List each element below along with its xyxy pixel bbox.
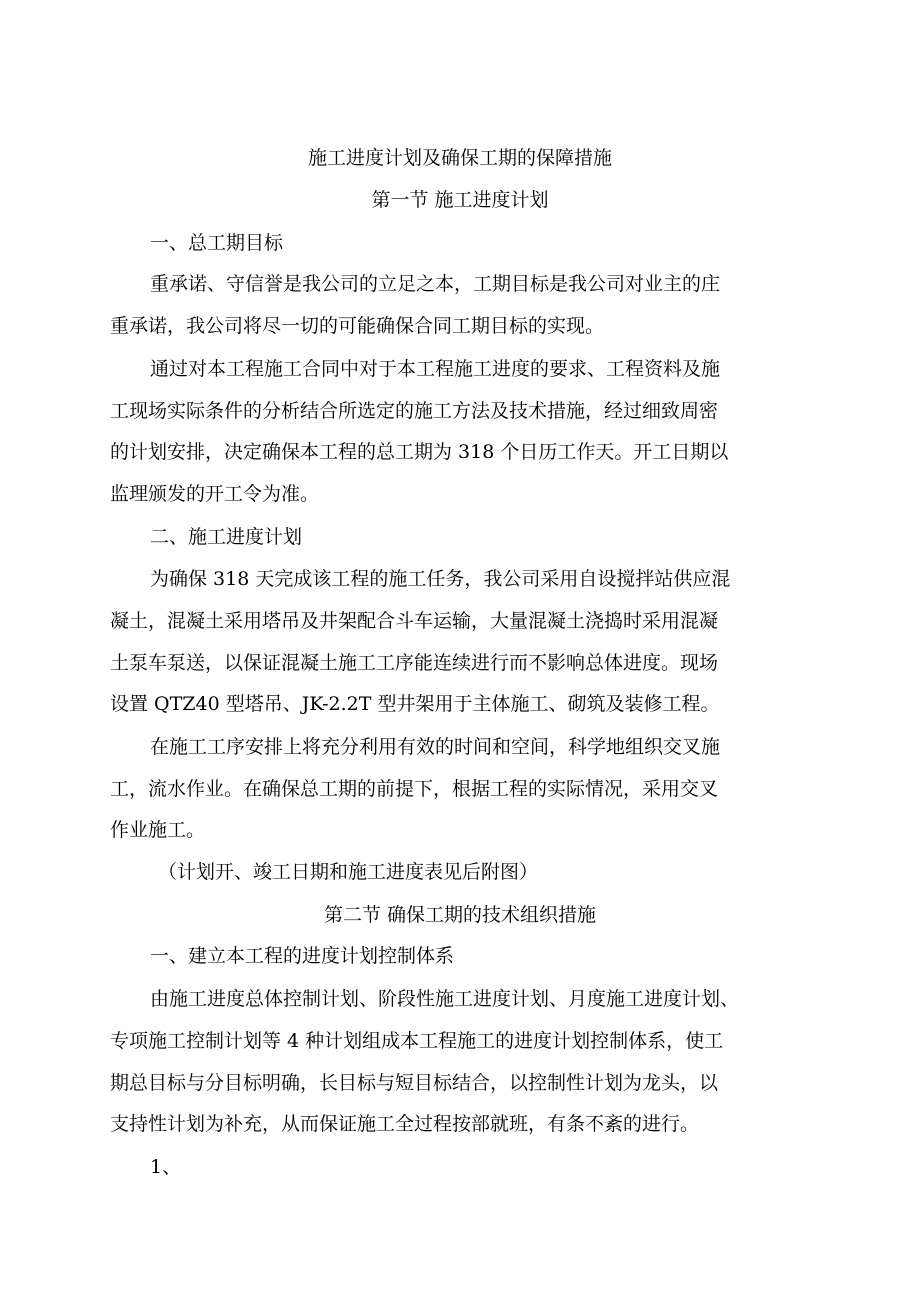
paragraph-5-line-1: 由施工进度总体控制计划、阶段性施工进度计划、月度施工进度计划、 <box>150 988 740 1010</box>
heading-progress-control-system: 一、建立本工程的进度计划控制体系 <box>150 945 455 967</box>
document-title: 施工进度计划及确保工期的保障措施 <box>307 147 612 169</box>
paragraph-4-line-2: 工，流水作业。在确保总工期的前提下，根据工程的实际情况，采用交叉 <box>110 778 719 800</box>
paragraph-1-line-1: 重承诺、守信誉是我公司的立足之本，工期目标是我公司对业主的庄 <box>150 273 721 295</box>
paragraph-4-line-1: 在施工工序安排上将充分利用有效的时间和空间，科学地组织交叉施 <box>150 736 721 758</box>
section-1-title: 第一节 施工进度计划 <box>371 189 549 211</box>
paragraph-5-line-3: 期总目标与分目标明确，长目标与短目标结合，以控制性计划为龙头，以 <box>110 1072 719 1094</box>
paragraph-4-line-3: 作业施工。 <box>110 819 206 841</box>
note-schedule-attachment: （计划开、竣工日期和施工进度表见后附图） <box>158 861 539 883</box>
paragraph-2-line-4: 监理颁发的开工令为准。 <box>110 483 320 505</box>
list-item-1-marker: 1、 <box>150 1156 182 1178</box>
paragraph-5-line-2: 专项施工控制计划等 4 种计划组成本工程施工的进度计划控制体系，使工 <box>110 1030 724 1052</box>
section-2-title: 第二节 确保工期的技术组织措施 <box>323 904 597 926</box>
paragraph-2-line-2: 工现场实际条件的分析结合所选定的施工方法及技术措施，经过细致周密 <box>110 400 719 422</box>
paragraph-3-line-2: 凝土，混凝土采用塔吊及井架配合斗车运输，大量混凝土浇捣时采用混凝 <box>110 610 719 632</box>
paragraph-3-line-3: 土泵车泵送，以保证混凝土施工工序能连续进行而不影响总体进度。现场 <box>110 652 719 674</box>
heading-construction-schedule: 二、施工进度计划 <box>150 526 303 548</box>
paragraph-1-line-2: 重承诺，我公司将尽一切的可能确保合同工期目标的实现。 <box>110 315 605 337</box>
paragraph-3-line-1: 为确保 318 天完成该工程的施工任务，我公司采用自设搅拌站供应混 <box>150 568 731 590</box>
heading-total-duration-goal: 一、总工期目标 <box>150 232 284 254</box>
paragraph-2-line-1: 通过对本工程施工合同中对于本工程施工进度的要求、工程资料及施 <box>150 358 721 380</box>
paragraph-2-line-3: 的计划安排，决定确保本工程的总工期为 318 个日历工作天。开工日期以 <box>110 441 729 463</box>
paragraph-5-line-4: 支持性计划为补充，从而保证施工全过程按部就班，有条不紊的进行。 <box>110 1113 700 1135</box>
paragraph-3-line-4: 设置 QTZ40 型塔吊、JK-2.2T 型井架用于主体施工、砌筑及装修工程。 <box>110 693 720 715</box>
